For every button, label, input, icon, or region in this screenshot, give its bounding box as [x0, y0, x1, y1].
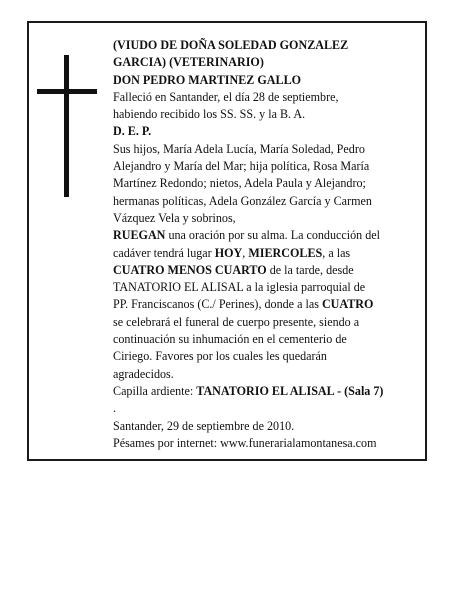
condolences-line: Pésames por internet: www.funerarialamontanesa.com — [113, 435, 377, 450]
cross-horizontal-bar — [37, 89, 97, 94]
service-line-1 — [113, 227, 425, 244]
service-line-1-rest: una oración por su alma. La conducción del — [165, 228, 381, 243]
service-line-5-start: PP. Franciscanos (C./ Perines), donde a las — [113, 297, 322, 312]
family-line-5: Vázquez Vela y sobrinos, — [113, 210, 236, 225]
service-line-3-rest: de la tarde, desde — [266, 262, 354, 277]
chapel-label: Capilla ardiente: — [113, 383, 197, 398]
service-line-9: agradecidos. — [113, 366, 174, 381]
obituary-text — [113, 37, 425, 452]
hoy-word: HOY — [214, 245, 243, 260]
service-line-3 — [113, 262, 425, 279]
chapel-line — [113, 383, 425, 400]
widower-note-line-1: (VIUDO DE DOÑA SOLEDAD GONZALEZ — [113, 38, 349, 52]
service-line-7: continuación su inhumación en el cementerio de — [113, 332, 347, 347]
cross-vertical-bar — [64, 55, 69, 197]
service-line-2-end: , a las — [322, 245, 351, 260]
service-line-5 — [113, 296, 425, 313]
death-line-1: Falleció en Santander, el día 28 de septiembre, — [113, 89, 339, 104]
service-line-6: se celebrará el funeral de cuerpo presente, siendo a — [113, 314, 360, 329]
deceased-name: DON PEDRO MARTINEZ GALLO — [113, 72, 302, 87]
funeral-time: CUATRO MENOS CUARTO — [113, 262, 267, 277]
service-line-2 — [113, 245, 425, 262]
family-line-1: Sus hijos, María Adela Lucía, María Soledad, Pedro — [113, 141, 365, 156]
service-line-8: Ciriego. Favores por los cuales les quedarán — [113, 349, 327, 364]
service-line-4: TANATORIO EL ALISAL a la iglesia parroquial de — [113, 280, 366, 295]
service-line-2-sep: , — [242, 245, 249, 260]
death-line-2: habiendo recibido los SS. SS. y la B. A. — [113, 107, 306, 122]
chapel-value: TANATORIO EL ALISAL - (Sala 7) — [196, 383, 384, 398]
family-line-4: hermanas políticas, Adela González García y Carmen — [113, 193, 372, 208]
family-line-2: Alejandro y María del Mar; hija política, Rosa María — [113, 159, 370, 174]
date-line: Santander, 29 de septiembre de 2010. — [113, 418, 295, 433]
dep-line: D. E. P. — [113, 124, 152, 139]
cross-icon — [37, 55, 97, 197]
family-line-3: Martínez Redondo; nietos, Adela Paula y Alejandro; — [113, 176, 366, 191]
ruegan-word: RUEGAN — [113, 228, 166, 243]
widower-note-line-2: GARCIA) (VETERINARIO) — [113, 55, 264, 70]
service-line-2-start: cadáver tendrá lugar — [113, 245, 215, 260]
mass-time: CUATRO — [321, 297, 374, 312]
miercoles-word: MIERCOLES — [248, 245, 323, 260]
chapel-dot: . — [113, 401, 117, 416]
